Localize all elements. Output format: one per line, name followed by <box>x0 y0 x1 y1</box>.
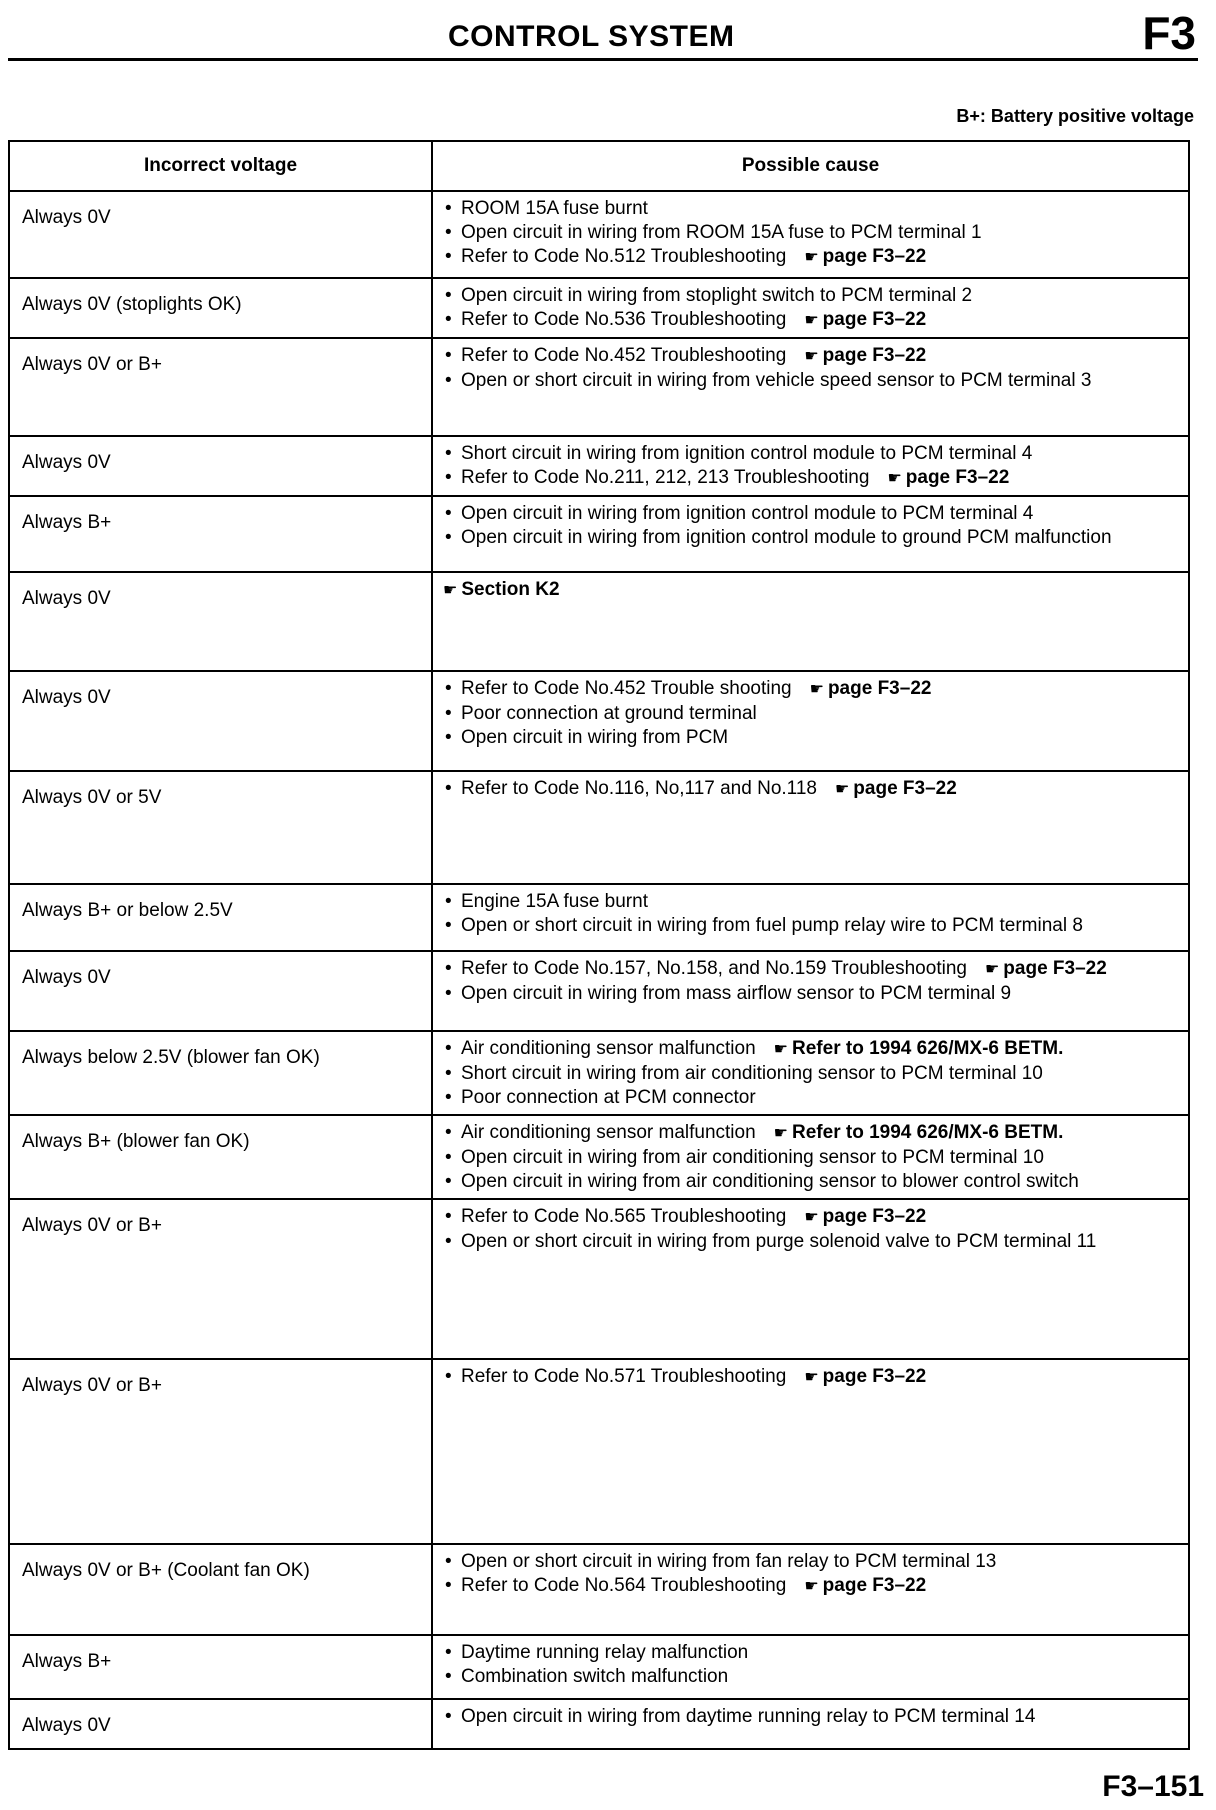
cause-text: Open circuit in wiring from air conditioning sensor to blower control switch <box>461 1171 1079 1192</box>
possible-cause-cell <box>432 278 1189 338</box>
cause-list <box>443 442 1182 491</box>
reference-text: page F3–22 <box>853 778 957 799</box>
cause-item <box>443 1170 1182 1194</box>
table-row <box>9 1115 1189 1199</box>
cause-text: Open circuit in wiring from PCM <box>461 727 729 748</box>
possible-cause-cell <box>432 1199 1189 1359</box>
possible-cause-cell <box>432 951 1189 1031</box>
cause-text: Combination switch malfunction <box>461 1666 729 1687</box>
table-row <box>9 951 1189 1031</box>
reference-text: Section K2 <box>461 579 560 600</box>
incorrect-voltage-cell: Always B+ <box>9 1635 432 1699</box>
cause-item <box>443 914 1182 938</box>
possible-cause-cell <box>432 572 1189 671</box>
incorrect-voltage-cell: Always 0V <box>9 436 432 496</box>
incorrect-voltage-cell: Always B+ (blower fan OK) <box>9 1115 432 1199</box>
table-row <box>9 572 1189 671</box>
pointing-hand-icon: ☛ <box>834 781 850 798</box>
table-row <box>9 1199 1189 1359</box>
cause-item <box>443 777 1182 802</box>
table-row <box>9 338 1189 436</box>
incorrect-voltage-cell: Always 0V (stoplights OK) <box>9 278 432 338</box>
cause-item <box>443 578 1182 603</box>
cause-text: Poor connection at PCM connector <box>461 1087 756 1108</box>
cross-reference <box>804 345 926 366</box>
pointing-hand-icon: ☛ <box>887 470 902 487</box>
column-header-cause: Possible cause <box>432 141 1189 191</box>
pointing-hand-icon: ☛ <box>984 961 1000 978</box>
table-row <box>9 436 1189 496</box>
cause-text: Engine 15A fuse burnt <box>461 891 648 912</box>
table-row <box>9 1699 1189 1749</box>
cross-reference <box>804 246 926 267</box>
reference-text: Refer to 1994 626/MX-6 BETM. <box>792 1122 1064 1143</box>
cause-item <box>443 1037 1182 1062</box>
cross-reference <box>887 467 1009 488</box>
cause-item <box>443 1705 1182 1729</box>
cause-list <box>443 1205 1182 1254</box>
possible-cause-cell <box>432 436 1189 496</box>
possible-cause-cell <box>432 1544 1189 1635</box>
cause-list <box>443 1121 1182 1194</box>
page-title: CONTROL SYSTEM <box>448 20 735 53</box>
pointing-hand-icon: ☛ <box>804 312 819 329</box>
table-row <box>9 278 1189 338</box>
cause-item <box>443 466 1182 491</box>
reference-text: page F3–22 <box>822 345 927 366</box>
table-row <box>9 1031 1189 1115</box>
cause-item <box>443 1550 1182 1574</box>
cause-text: Refer to Code No.116, No,117 and No.118 <box>461 778 817 799</box>
table-row <box>9 496 1189 572</box>
possible-cause-cell <box>432 1031 1189 1115</box>
reference-text: page F3–22 <box>822 1366 927 1387</box>
cause-list <box>443 1550 1182 1599</box>
table-body <box>9 191 1189 1749</box>
pointing-hand-icon: ☛ <box>804 1209 819 1226</box>
cause-text: Open circuit in wiring from daytime running relay to PCM terminal 14 <box>461 1706 1036 1727</box>
incorrect-voltage-cell: Always B+ or below 2.5V <box>9 884 432 951</box>
cause-item <box>443 1641 1182 1665</box>
table-row <box>9 771 1189 884</box>
incorrect-voltage-cell: Always 0V <box>9 951 432 1031</box>
pointing-hand-icon: ☛ <box>809 681 824 698</box>
incorrect-voltage-cell: Always below 2.5V (blower fan OK) <box>9 1031 432 1115</box>
cause-list <box>443 344 1182 393</box>
cause-item <box>443 1230 1182 1254</box>
cause-list <box>443 777 1182 802</box>
cause-text: Open circuit in wiring from ignition control module to PCM terminal 4 <box>461 503 1034 524</box>
cause-item <box>443 677 1182 702</box>
cause-item <box>443 890 1182 914</box>
cause-text: Open or short circuit in wiring from fuel pump relay wire to PCM terminal 8 <box>461 915 1083 936</box>
cause-text: ROOM 15A fuse burnt <box>461 198 648 219</box>
reference-text: Refer to 1994 626/MX-6 BETM. <box>792 1038 1064 1059</box>
table-row <box>9 1635 1189 1699</box>
cause-item <box>443 344 1182 369</box>
cause-text: Refer to Code No.565 Troubleshooting <box>461 1206 787 1227</box>
cause-item <box>443 1086 1182 1110</box>
reference-text: page F3–22 <box>827 678 932 699</box>
cause-item <box>443 1146 1182 1170</box>
cause-item <box>443 982 1182 1006</box>
possible-cause-cell <box>432 884 1189 951</box>
pointing-hand-icon: ☛ <box>804 348 819 365</box>
cause-text: Open circuit in wiring from mass airflow sensor to PCM terminal 9 <box>461 983 1012 1004</box>
cause-item <box>443 442 1182 466</box>
possible-cause-cell <box>432 1359 1189 1544</box>
cause-list <box>443 1037 1182 1110</box>
possible-cause-cell <box>432 671 1189 771</box>
possible-cause-cell <box>432 1115 1189 1199</box>
cause-item <box>443 957 1182 982</box>
cross-reference <box>810 678 932 699</box>
cross-reference <box>774 1038 1064 1059</box>
cause-text: Refer to Code No.452 Trouble shooting <box>461 678 792 699</box>
cause-text: Open or short circuit in wiring from purge solenoid valve to PCM terminal 11 <box>461 1231 1097 1252</box>
reference-text: page F3–22 <box>905 467 1010 488</box>
incorrect-voltage-cell: Always 0V <box>9 191 432 278</box>
section-code: F3 <box>1142 7 1196 59</box>
reference-text: page F3–22 <box>822 1206 927 1227</box>
cause-text: Poor connection at ground terminal <box>461 703 757 724</box>
incorrect-voltage-cell: Always 0V or B+ <box>9 1199 432 1359</box>
incorrect-voltage-cell: Always 0V or B+ <box>9 338 432 436</box>
cross-reference <box>835 778 957 799</box>
cause-list <box>443 578 1182 603</box>
incorrect-voltage-cell: Always 0V <box>9 1699 432 1749</box>
cause-item <box>443 726 1182 750</box>
cause-list <box>443 957 1182 1006</box>
cross-reference <box>804 1575 926 1596</box>
cause-list <box>443 677 1182 750</box>
cross-reference <box>804 1206 926 1227</box>
page-header <box>8 6 1198 61</box>
cause-item <box>443 1205 1182 1230</box>
cause-text: Air conditioning sensor malfunction <box>461 1122 756 1143</box>
cause-list <box>443 1705 1182 1729</box>
cause-item <box>443 702 1182 726</box>
incorrect-voltage-cell: Always 0V or 5V <box>9 771 432 884</box>
cross-reference <box>443 579 560 600</box>
cause-text: Open circuit in wiring from ROOM 15A fuse to PCM terminal 1 <box>461 222 982 243</box>
cause-list <box>443 1641 1182 1689</box>
cause-text: Refer to Code No.211, 212, 213 Troubleshooting <box>461 467 870 488</box>
possible-cause-cell <box>432 1699 1189 1749</box>
cause-list <box>443 890 1182 938</box>
possible-cause-cell <box>432 191 1189 278</box>
table-row <box>9 884 1189 951</box>
cross-reference <box>804 1366 926 1387</box>
cause-text: Open circuit in wiring from air conditioning sensor to PCM terminal 10 <box>461 1147 1044 1168</box>
cause-item <box>443 197 1182 221</box>
cause-text: Refer to Code No.536 Troubleshooting <box>461 309 787 330</box>
cause-text: Open circuit in wiring from ignition control module to ground PCM malfunction <box>461 527 1112 548</box>
cause-text: Refer to Code No.452 Troubleshooting <box>461 345 787 366</box>
cause-text: Open circuit in wiring from stoplight switch to PCM terminal 2 <box>461 285 973 306</box>
troubleshooting-table <box>8 140 1190 1750</box>
cause-item <box>443 308 1182 333</box>
table-row <box>9 1544 1189 1635</box>
cause-text: Daytime running relay malfunction <box>461 1642 749 1663</box>
possible-cause-cell <box>432 496 1189 572</box>
cause-item <box>443 502 1182 526</box>
cause-item <box>443 284 1182 308</box>
incorrect-voltage-cell: Always B+ <box>9 496 432 572</box>
reference-text: page F3–22 <box>822 1575 927 1596</box>
cause-list <box>443 284 1182 333</box>
cause-list <box>443 502 1182 550</box>
possible-cause-cell <box>432 338 1189 436</box>
cause-text: Open or short circuit in wiring from fan relay to PCM terminal 13 <box>461 1551 997 1572</box>
cause-item <box>443 1121 1182 1146</box>
cause-item <box>443 1062 1182 1086</box>
cause-text: Short circuit in wiring from ignition control module to PCM terminal 4 <box>461 443 1033 464</box>
cross-reference <box>774 1122 1064 1143</box>
cause-text: Refer to Code No.571 Troubleshooting <box>461 1366 787 1387</box>
reference-text: page F3–22 <box>822 246 927 267</box>
voltage-legend: B+: Battery positive voltage <box>956 106 1194 126</box>
table-header-row <box>9 141 1189 191</box>
pointing-hand-icon: ☛ <box>443 582 458 599</box>
pointing-hand-icon: ☛ <box>773 1125 789 1142</box>
cause-text: Short circuit in wiring from air conditioning sensor to PCM terminal 10 <box>461 1063 1043 1084</box>
cause-text: Open or short circuit in wiring from vehicle speed sensor to PCM terminal 3 <box>461 370 1092 391</box>
cross-reference <box>985 958 1107 979</box>
cause-item <box>443 221 1182 245</box>
cause-item <box>443 369 1182 393</box>
incorrect-voltage-cell: Always 0V <box>9 572 432 671</box>
reference-text: page F3–22 <box>822 309 927 330</box>
possible-cause-cell <box>432 1635 1189 1699</box>
cause-item <box>443 1365 1182 1390</box>
incorrect-voltage-cell: Always 0V or B+ (Coolant fan OK) <box>9 1544 432 1635</box>
pointing-hand-icon: ☛ <box>804 249 819 266</box>
table-row <box>9 1359 1189 1544</box>
page-number: F3–151 <box>1102 1770 1204 1803</box>
cause-text: Air conditioning sensor malfunction <box>461 1038 756 1059</box>
cause-list <box>443 1365 1182 1390</box>
cause-text: Refer to Code No.564 Troubleshooting <box>461 1575 787 1596</box>
cross-reference <box>804 309 926 330</box>
cause-item <box>443 1665 1182 1689</box>
incorrect-voltage-cell: Always 0V <box>9 671 432 771</box>
cause-text: Refer to Code No.157, No.158, and No.159 Troubleshooting <box>461 958 967 979</box>
cause-item <box>443 1574 1182 1599</box>
cause-item <box>443 245 1182 270</box>
column-header-voltage: Incorrect voltage <box>9 141 432 191</box>
reference-text: page F3–22 <box>1003 958 1107 979</box>
cause-item <box>443 526 1182 550</box>
pointing-hand-icon: ☛ <box>773 1041 789 1058</box>
possible-cause-cell <box>432 771 1189 884</box>
pointing-hand-icon: ☛ <box>804 1369 819 1386</box>
cause-list <box>443 197 1182 270</box>
table-row <box>9 671 1189 771</box>
table-row <box>9 191 1189 278</box>
incorrect-voltage-cell: Always 0V or B+ <box>9 1359 432 1544</box>
cause-text: Refer to Code No.512 Troubleshooting <box>461 246 787 267</box>
pointing-hand-icon: ☛ <box>804 1578 819 1595</box>
